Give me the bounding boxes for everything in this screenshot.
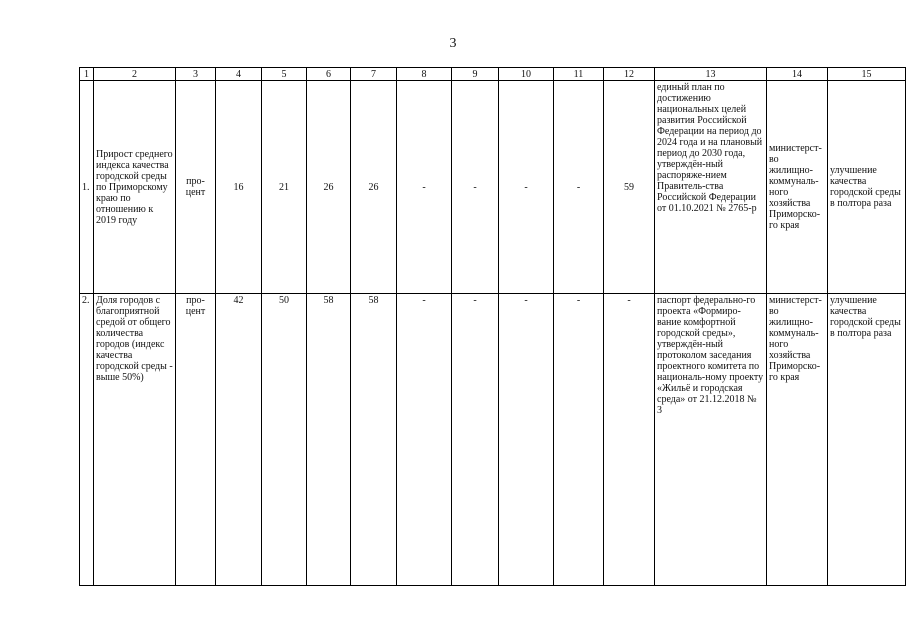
header-cell: 9 (452, 68, 499, 81)
result-cell: улучшение качества городской среды в полтора раза (828, 81, 906, 294)
value-cell: 21 (262, 81, 307, 294)
source-document-cell: единый план по достижению национальных целей развития Российской Федерации на период до 2024 года и на плановый период до 2030 года, утверждён-ный распоряже-нием Правитель-ства Российской Федерации от 01.10.2021 № 2765-р (655, 81, 767, 294)
table-header-row (80, 68, 906, 81)
table-row (80, 81, 906, 294)
value-cell: 50 (262, 294, 307, 586)
value-cell: 16 (216, 81, 262, 294)
header-cell: 6 (307, 68, 351, 81)
value-cell: 26 (351, 81, 397, 294)
value-cell: - (554, 81, 604, 294)
value-cell: - (397, 81, 452, 294)
value-cell: - (452, 81, 499, 294)
header-cell: 3 (176, 68, 216, 81)
unit-cell: про-цент (176, 81, 216, 294)
header-cell: 14 (767, 68, 828, 81)
unit-cell: про-цент (176, 294, 216, 586)
value-cell: 59 (604, 81, 655, 294)
responsible-cell: министерст-во жилищно-коммуналь-ного хозяйства Приморско-го края (767, 81, 828, 294)
header-cell: 8 (397, 68, 452, 81)
result-cell: улучшение качества городской среды в полтора раза (828, 294, 906, 586)
value-cell: - (554, 294, 604, 586)
header-cell: 4 (216, 68, 262, 81)
table-row (80, 294, 906, 586)
responsible-cell: министерст-во жилищно-коммуналь-ного хозяйства Приморско-го края (767, 294, 828, 586)
header-cell: 5 (262, 68, 307, 81)
indicator-name: Доля городов с благоприятной средой от общего количества городов (индекс качества городской среды - выше 50%) (94, 294, 176, 586)
page-number: 3 (449, 36, 457, 51)
header-cell: 7 (351, 68, 397, 81)
indicator-name: Прирост среднего индекса качества городской среды по Приморскому краю по отношению к 2019 году (94, 81, 176, 294)
header-cell: 2 (94, 68, 176, 81)
header-cell: 12 (604, 68, 655, 81)
value-cell: 58 (351, 294, 397, 586)
header-cell: 1 (80, 68, 94, 81)
value-cell: - (397, 294, 452, 586)
row-number: 1. (80, 81, 94, 294)
value-cell: 58 (307, 294, 351, 586)
value-cell: 26 (307, 81, 351, 294)
value-cell: - (604, 294, 655, 586)
value-cell: 42 (216, 294, 262, 586)
source-document-cell: паспорт федерально-го проекта «Формиро-вание комфортной городской среды», утверждён-ный протоколом заседания проектного комитета по националь-ному проекту «Жильё и городская среда» от 21.12.2018 № 3 (655, 294, 767, 586)
header-cell: 15 (828, 68, 906, 81)
value-cell: - (499, 81, 554, 294)
value-cell: - (452, 294, 499, 586)
value-cell: - (499, 294, 554, 586)
header-cell: 10 (499, 68, 554, 81)
header-cell: 13 (655, 68, 767, 81)
row-number: 2. (80, 294, 94, 586)
indicators-table (79, 67, 906, 586)
header-cell: 11 (554, 68, 604, 81)
